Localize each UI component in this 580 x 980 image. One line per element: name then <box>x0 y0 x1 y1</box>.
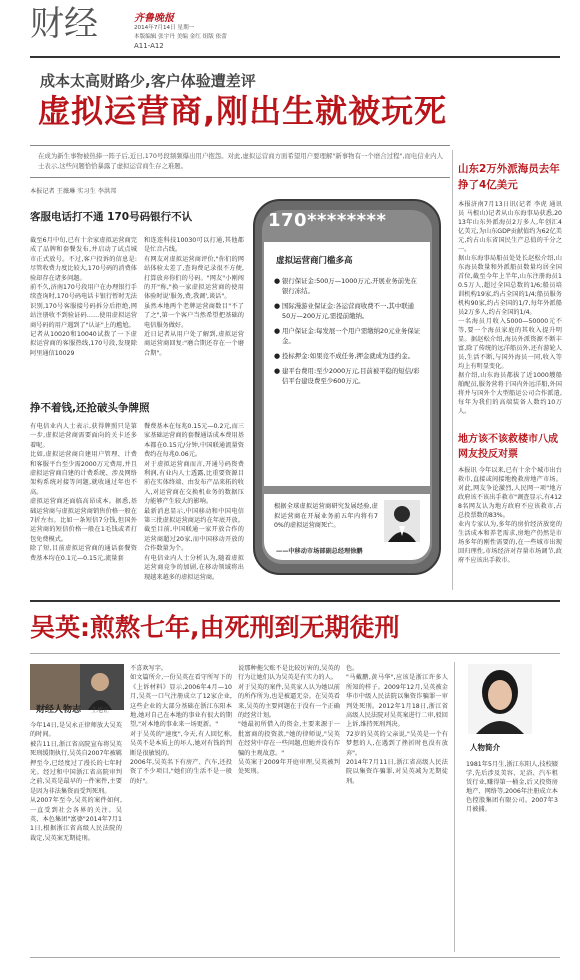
info-item-text: 用户保证金:每发展一个用户需缴纳20元业务保证金。 <box>282 327 421 345</box>
feature-col4: 色。 "马戴鹏,黄马华",应该是浙江许多人所知的样子。2009年12月,吴英被金华市中级人民法院以集资诈骗罪一审判处死刑。2012年1月18日,浙江省高级人民法院对吴英案进行二审,驳回上诉,维持死刑判决。 72岁的吴英的父亲说,"吴英是一个有梦想的人,在遇到了挫折时也没有放弃"。 2014年7月11日,浙江省高级人民法院以集资诈骗罪,对吴英减为无期徒刑。 <box>346 665 448 785</box>
feature-rule <box>30 600 560 602</box>
section1-col1: 截至6月中旬,已有十余家虚拟运营商完成了品牌和套餐发布,并启动了试点城市正式放号。不过,客户投诉的信息是:尽管收费力度比较大,170号码的消费体验却存在诸多问题。 前不久,济南170号段用户在办理银行手续查询时,170号码电话卡银行暂时无法识别,170号客服接号码拆分后拒绝,网站注册收不到验证码……使用虚拟运营商号码的用户遇到了"认证"上的尴尬。 记者从10020和10040试拨了一下虚拟运营商的客服热线,170号段,发现除阿里通信10029 <box>30 237 137 357</box>
section2-col1: 有电信业内人士表示,获得牌照只是第一步,虚拟运营商需要面向的关卡还多着呢。 比如,虚拟运营商自建用户管理、计费和客服平台至少需2000万元费用,并且虚拟运营商自建的计费系统、涉及网络架构系统对接等问题,就收通过年也不高。 虚拟运营商还面临高昂成本。据悉,基础运营商与虚拟运营商销售价格一般在7折左右。比如一条短信7分钱,但国外运营商的短信价格一般在1毛钱或者打包免费模式。 除了短,目前虚拟运营商的通话套餐资费基本均在0.1元—0.15元,流量套 <box>30 423 137 562</box>
info-item-text: 银行保证金:500万—1000万元,开展业务前先在银行冻结。 <box>282 277 417 295</box>
section2-title: 挣不着钱,还抢破头争牌照 <box>30 402 150 414</box>
info-box-title: 虚拟运营商门槛多高 <box>276 256 353 266</box>
feature-col1: 今年14日,是吴永正律师放大吴英的时间。 被告11日,浙江省高院宣布将吴英死刑缓期执行,吴英自2007年被羁押至今,已经度过了漫长的七年时光。经过和中国浙江省高院审判之前,吴英是最早的一件案件,主要是因为非法集资而受判死刑。 从2007年至今,吴英的案件如何,一直受到社会各界的关注。吴英、本色集团"富婆"2014年7月11日,根据浙江省高级人民法院的裁定,吴英案无期徒刑。 <box>30 722 122 842</box>
masthead-rule <box>30 56 560 58</box>
profile-photo <box>468 664 532 734</box>
photo-author: 王旭正 <box>91 707 110 714</box>
speaker-avatar <box>384 500 420 542</box>
headline-rule <box>30 145 450 146</box>
info-item-text: 国际漫游业保证金:各运营商收费不一,其中联通50万—200万元,需提前缴纳。 <box>282 302 414 320</box>
section2-col2: 餐费基本在每兆0.15元—0.2元,而三家基础运营商的套餐通话成本费用基本都在0.15元/分钟,中国联通流量资费约在每兆0.06元。 对于虚拟运营商而言,开通号码资费利润,有业内人士透露,比重要资源目前在实体终端、由发布产品来拓的收入,对运营商在交换机业务的数据压力能够产生较大的影响。 最新消息显示,中国移动和中国电信第三批虚拟运营商运约在年底开放。截至目前,中国联通一家开放合作的运营商超过20家,而中国移动开放的合作数量为个。 有电信业内人士分析认为,随着虚拟运营商竞争的加剧,在移动领域将出现越来越多的虚拟运营商。 <box>144 423 244 581</box>
profile-text: 1981年5月生,浙江东阳人,技校辍学,先后涉及美容、足浴、汽车租赁行业,赚得第一桶金,后又投资房地产、网络等,2006年注册成立本色控股集团有限公司。2007年3月被捕。 <box>466 761 558 813</box>
feature-col2: 不喜欢写字。 如文篇所介,一份吴英在看守所写下的《上诉材料》显示,2006年4月—10月,吴英一口气注册成立了12家企业,这些企业的大部分基础在浙江东阳本地,她对自己在本地的事业有很大的期望,"对本地的事业来一场更新。" 对于吴英的"速度",今天,有人回忆称,吴英不是本质上的坏人,她对有钱的判断是很敏锐的。 2006年,吴英名下有房产、汽车,还投资了不少项目,"她们的生活不是一般的好"。 <box>130 665 232 785</box>
phone-graphic <box>248 196 446 578</box>
profile-label: 人物简介 <box>470 743 500 752</box>
quote-box <box>264 494 430 560</box>
info-box <box>264 242 430 486</box>
info-item <box>274 366 422 386</box>
feature-headline: 吴英:煎熬七年,由死刑到无期徒刑 <box>30 613 400 642</box>
phone-number: 170******** <box>268 210 387 231</box>
kicker: 成本太高财路少,客户体验遭差评 <box>40 72 256 90</box>
bullet-icon: ● <box>274 277 281 285</box>
info-item <box>274 276 422 296</box>
lede-rule <box>30 177 450 178</box>
feature-headline-rule <box>30 653 560 654</box>
sidebar1-body: 本报济南7月13日讯(记者 李虎 通讯员 马根山)记者从山东海事局获悉,2013年山东外派海员2万多人,年创汇4亿美元,为山东GDP贡献值约为62亿美元,约占山东省国民生产总值的千分之一。 据山东海事局船员处处长赵松介绍,山东海员数量和外派船员数量均居全国首位,截至今年上半年,山东注册海员10.5万人,超过全国总数的1/6;船员培训机构19家,约占全国的1/4;船员服务机构90家,约占全国的1/7,每年外派船员2万多人,约占全国的1/4。 一名海员月收入5000—50000元不等,要一个海员家庭的其收入提升明显。据赵松介绍,海员外派资源不断丰富,除了传统的远洋船员外,还有游轮人员,生活不断,与国外海员一同,收入等均上有明显变化。 据介绍,山东海员都拔了近1000艘船舶配员,服务营将于国内外远洋船,外国将并与国外个大型船运公司合作派遣,每年为我们的高端装备人数约10万人。 <box>458 201 562 415</box>
info-item <box>274 351 422 361</box>
profile-portrait <box>468 664 532 734</box>
bottom-rule <box>30 957 560 958</box>
info-item-text: 建平台费用:至少2000万元,目前被平稳的短信/彩信平台建设费至少600万元。 <box>282 367 420 385</box>
page-range: A11-A12 <box>134 42 164 50</box>
bullet-icon: ● <box>274 327 281 335</box>
info-list <box>274 276 422 391</box>
sidebar-divider <box>452 150 453 590</box>
profile-divider <box>454 662 455 952</box>
sidebar1-headline: 山东2万外派海员去年挣了4亿美元 <box>458 163 560 191</box>
feature-col3: 说那种拖欠账不是比较厉害的,吴英的行为让她们认为吴英是有实力的人。 对于吴英的案件,吴英家人认为她以前的所作所为,也是被逼无奈。在吴英看来,吴英的主要问题在于没有一个正确的经营计划。 "她最初所借入的资金,主要来源于一批富商的投资款,"她的律师说,"吴英在经营中存在一些问题,但她并没有诈骗的主观故意。" 吴英案于2009年开庭审理,吴英被判处死刑。 <box>238 665 340 776</box>
date-line: 2014年7月14日 星期一 <box>134 25 195 31</box>
byline: 本报记者 王薇琳 实习生 李洪邦 <box>30 188 117 195</box>
info-item-text: 投标押金:如果竞不成任务,押金就成为违约金。 <box>282 352 414 360</box>
quote-text: 根据全球虚拟运营商研究发展经验,虚拟运营商在开展业务前五年内将有70%的虚拟运营商死亡。 <box>274 503 378 529</box>
photo-label: 财经人物志 <box>36 705 82 715</box>
quote-source: ——中移动市场部副总经理徐鹏 <box>276 548 363 555</box>
sidebar2-body: 本报讯 今年以来,已有十余个城市出台救市,直接或间接地挽救房地产市场。对此,网友争论激烈,人民网一项"地方政府该不该出手救市"调查显示,有4128名网友认为地方政府不应该救市,占总投票数的83%。 业内专家认为,多年的房价经济放宽的生活成本和养老需求,房地产仍然是市场多年的刚性需要的,在一些城市出现回归理性,市场经济对存量市场调节,政府不应该出手救市。 <box>458 467 562 564</box>
info-item <box>274 301 422 321</box>
lede: 在成为新生事物被热捧一阵子后,近日,170号段频频爆出用户抱怨。对此,虚拟运营商方面希望用户要理解"新事物有一个磨合过程",而电信业内人士表示,这些问题恰恰暴露了虚拟运营商生存之难题。 <box>38 152 443 170</box>
section-title: 财经 <box>30 4 98 44</box>
headline: 虚拟运营商,刚出生就被玩死 <box>38 92 448 130</box>
section1-col2: 和连连科技10030可以打通,其他都是忙音占线。 有网友对虚拟运营商评价,"你们的网站体验太差了,查询费记录很不方便,打算放弃你们的号码。"网友"小刚闯的开"称,"换一家虚拟运营商的使用体验时说'服务,费,我调',谈话"。 虽然本地两个老牌运营商数目"不了了之",第一个客户当然希望把基础的电信服务做好。 近日记者从用户处了解到,虚拟运营商运营商回复:"磨合期还存在一个磨合期"。 <box>144 237 244 357</box>
bullet-icon: ● <box>274 302 281 310</box>
sidebar2-headline: 地方该不该救楼市八成网友投反对票 <box>458 434 558 460</box>
bullet-icon: ● <box>274 352 281 360</box>
section1-title: 客服电话打不通 170号码银行不认 <box>30 211 193 223</box>
editors-line: 本版编辑 张宇丹 美编 金红 组版 依蕾 <box>134 34 227 40</box>
bullet-icon: ● <box>274 367 281 375</box>
paper-logo: 齐鲁晚报 <box>134 13 174 24</box>
masthead <box>16 4 564 50</box>
info-item <box>274 326 422 346</box>
